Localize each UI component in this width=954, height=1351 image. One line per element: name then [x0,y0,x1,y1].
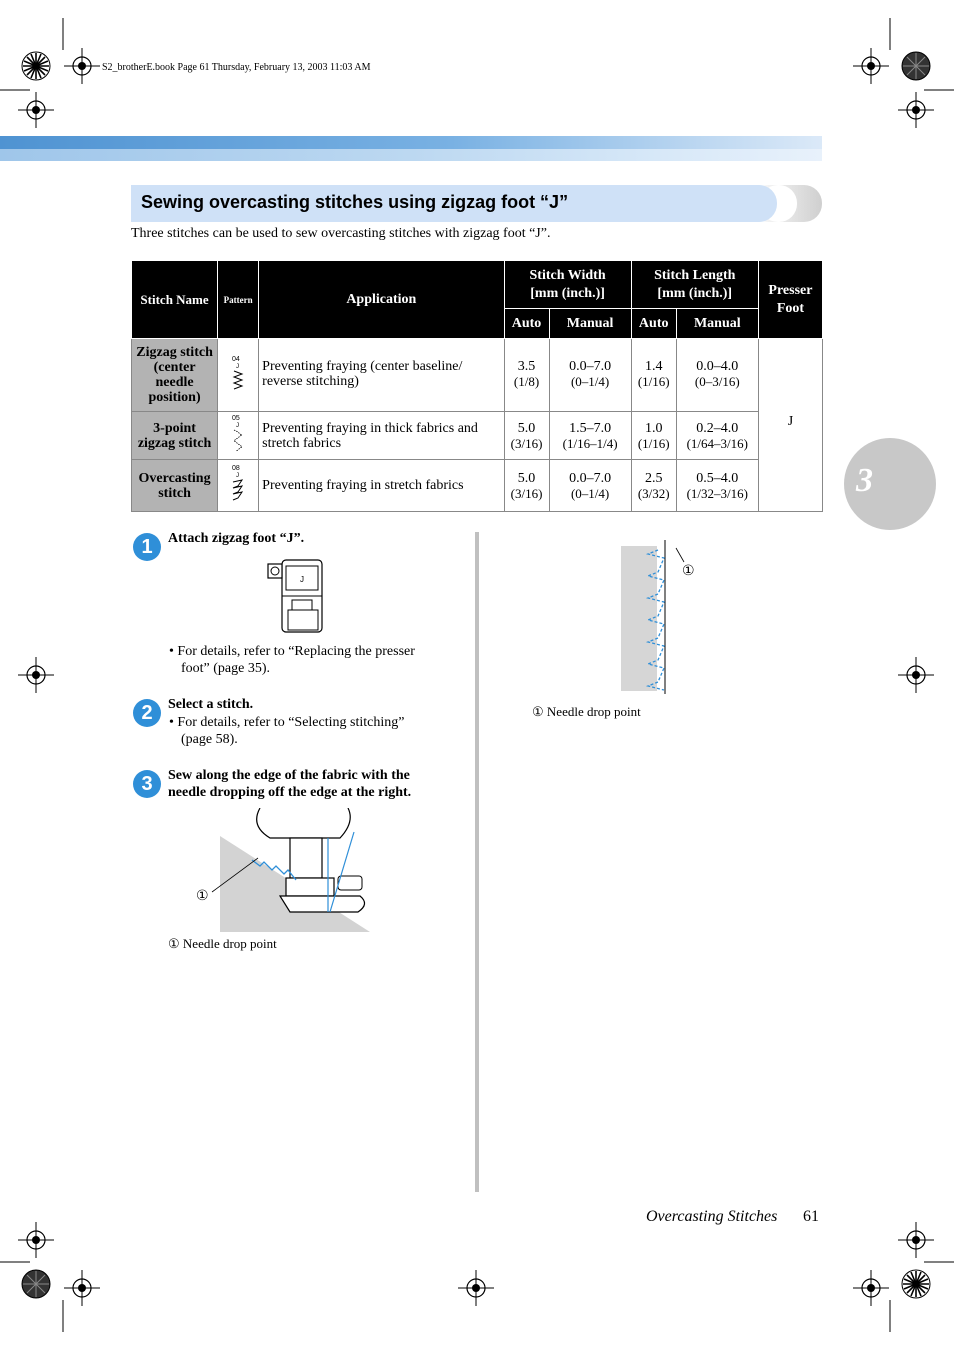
header-width-manual: Manual [549,309,631,339]
stitch-name-line: Zigzag stitch [136,345,213,360]
pattern-number: 05 [232,415,240,422]
header-presser-foot [758,261,822,339]
step-bullet [169,643,415,677]
step-title [168,767,411,801]
header-pattern: Pattern [218,261,259,339]
table-row [132,339,823,412]
zigzag-pattern-icon [230,354,246,392]
table-row [132,412,823,460]
stitch-name-cell [132,412,218,460]
width-auto-value: 3.5 [517,359,536,374]
stitch-name-line: (center [153,360,196,375]
needle-drop-illustration [614,538,704,698]
pattern-foot-letter: J [236,423,240,429]
application-line: stretch fabrics [262,435,342,451]
section-heading: Sewing overcasting stitches using zigzag foot “J” [141,192,569,212]
length-manual-inch: (1/32–3/16) [686,485,748,501]
width-auto-inch: (1/8) [513,374,540,389]
application-line: reverse stitching) [262,374,359,389]
length-manual-inch: (1/64–3/16) [686,435,748,451]
stitch-table [131,260,823,512]
header-stitch-length-l1: Stitch Length [654,267,736,283]
table-row [132,460,823,512]
header-presser-l1: Presser [768,282,813,298]
callout-marker: ① [682,563,695,579]
stitch-name-line: stitch [158,485,191,501]
width-auto-cell [504,412,549,460]
width-auto-inch: (3/16) [510,435,543,451]
width-manual-cell [549,339,631,412]
foot-label: J [300,575,304,584]
length-auto-value: 1.0 [644,420,663,436]
header-stitch-width [504,261,631,309]
header-band-lower [0,149,822,161]
step-number-badge: 1 [133,533,161,561]
width-manual-value: 1.5–7.0 [569,420,612,436]
bullet-line: (page 58). [181,732,238,747]
width-manual-inch: (0–1/4) [570,374,610,389]
header-stitch-length [631,261,758,309]
application-cell [259,412,504,460]
width-manual-value: 0.0–7.0 [569,359,612,374]
application-cell [259,460,504,512]
header-length-manual: Manual [676,309,758,339]
header-width-auto: Auto [504,309,549,339]
header-stitch-width-l2: [mm (inch.)] [530,285,605,301]
length-auto-value: 1.4 [644,359,663,374]
width-auto-value: 5.0 [517,470,536,486]
length-auto-cell [631,339,676,412]
figure-caption: ① Needle drop point [532,704,641,719]
width-manual-inch: (0–1/4) [570,485,610,501]
header-stitch-length-l2: [mm (inch.)] [657,285,733,301]
width-auto-value: 5.0 [517,420,536,436]
length-manual-value: 0.5–4.0 [696,470,739,486]
print-info: S2_brotherE.book Page 61 Thursday, February 13, 2003 11:03 AM [102,62,371,73]
width-manual-inch: (1/16–1/4) [562,435,618,451]
header-application: Application [259,261,504,339]
width-manual-cell [549,412,631,460]
bullet-line: foot” (page 35). [181,661,271,676]
header-length-auto: Auto [631,309,676,339]
step-number-badge: 3 [133,770,161,798]
application-line: Preventing fraying (center baseline/ [262,359,463,374]
length-auto-inch: (1/16) [637,374,670,389]
footer-section-title: Overcasting Stitches [646,1208,778,1225]
application-cell [259,339,504,412]
header-stitch-name: Stitch Name [132,261,218,339]
header-stitch-width-l1: Stitch Width [529,267,606,283]
chapter-number: 3 [856,462,873,499]
three-point-zigzag-pattern-icon [230,413,246,453]
step-title-line: Sew along the edge of the fabric with the [168,768,410,783]
stitch-name-line: Overcasting [138,470,211,486]
length-manual-cell [676,412,758,460]
pattern-number: 04 [232,355,240,363]
header-band [0,136,822,149]
figure-caption: ① Needle drop point [168,936,277,951]
pattern-foot-letter: J [236,363,240,370]
length-auto-value: 2.5 [644,470,663,486]
presser-foot-cell: J [758,339,822,512]
length-manual-cell [676,460,758,512]
length-manual-cell [676,339,758,412]
intro-text: Three stitches can be used to sew overcasting stitches with zigzag foot “J”. [131,226,551,241]
sewing-edge-illustration [190,808,380,936]
application-line: Preventing fraying in thick fabrics and [262,420,478,436]
stitch-name-cell [132,460,218,512]
length-auto-inch: (1/16) [637,435,670,451]
step-title-line: needle dropping off the edge at the right. [168,785,412,800]
bullet-line: • For details, refer to “Replacing the presser [169,644,415,659]
length-auto-cell [631,460,676,512]
bullet-line: • For details, refer to “Selecting stitching” [169,715,405,730]
column-divider [475,532,479,1192]
width-manual-cell [549,460,631,512]
page-number: 61 [803,1208,819,1225]
length-manual-value: 0.2–4.0 [696,420,739,436]
stitch-name-cell [132,339,218,412]
pattern-cell [218,339,259,412]
callout-marker: ① [196,888,209,904]
pattern-cell [218,460,259,512]
step-number-badge: 2 [133,699,161,727]
pattern-cell [218,412,259,460]
width-auto-inch: (3/16) [510,485,543,501]
length-auto-inch: (3/32) [637,485,670,501]
pattern-foot-letter: J [236,473,240,479]
header-presser-l2: Foot [776,300,805,316]
stitch-name-line: 3-point [153,420,196,436]
step-title: Select a stitch. [168,697,254,712]
width-auto-cell [504,460,549,512]
width-manual-value: 0.0–7.0 [569,470,612,486]
length-manual-value: 0.0–4.0 [696,359,739,374]
application-line: Preventing fraying in stretch fabrics [262,478,464,493]
zigzag-foot-icon [262,556,328,636]
pattern-number: 08 [232,465,240,472]
width-auto-cell [504,339,549,412]
step-bullet [169,714,405,748]
stitch-name-line: zigzag stitch [137,435,212,451]
overcasting-pattern-icon [230,463,246,503]
step-title: Attach zigzag foot “J”. [168,531,305,546]
stitch-name-line: position) [148,390,201,405]
length-auto-cell [631,412,676,460]
length-manual-inch: (0–3/16) [694,374,740,389]
stitch-name-line: needle [155,375,194,390]
